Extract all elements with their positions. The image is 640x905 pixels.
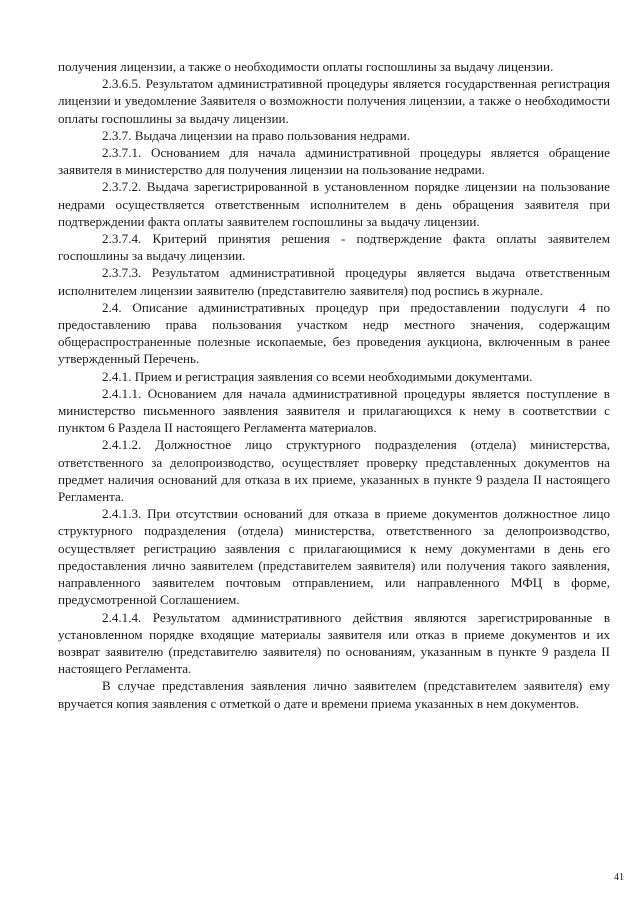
paragraph: 2.4.1.1. Основанием для начала административной процедуры является поступление в министерство письменного заявления заявителя и прилагающихся к нему в соответствии с пунктом 6 Раздела II настоящего Регламента материалов. <box>58 385 610 436</box>
paragraph: 2.4.1. Прием и регистрация заявления со всеми необходимыми документами. <box>102 368 533 384</box>
document-body <box>58 58 610 712</box>
paragraph: В случае представления заявления лично заявителем (представителем заявителя) ему вручается копия заявления с отметкой о дате и времени приема указанных в нем документов. <box>58 678 610 711</box>
paragraph: 2.4.1.4. Результатом административного действия являются зарегистрированные в установленном порядке входящие материалы заявителя или отказ в приеме документов и их возврат заявителю (представителю заявителя) по основаниям, указанным в пункте 9 раздела II настоящего Регламента. <box>58 609 610 677</box>
paragraph: 2.3.7.4. Критерий принятия решения - подтверждение факта оплаты заявителем госпошлины за выдачу лицензии. <box>58 231 610 264</box>
paragraph: 2.3.7.3. Результатом административной процедуры является выдача ответственным исполнителем лицензии заявителю (представителю заявителя) под роспись в журнале. <box>58 265 610 298</box>
paragraph: 2.3.7. Выдача лицензии на право пользования недрами. <box>102 127 410 143</box>
paragraph: 2.3.6.5. Результатом административной процедуры является государственная регистрация лицензии и уведомление Заявителя о возможности получения лицензии, а также о необходимости оплаты госпошлины за выдачу лицензии. <box>58 76 610 126</box>
paragraph: 2.4. Описание административных процедур при предоставлении подуслуги 4 по предоставлению права пользования участком недр местного значения, содержащим общераспространенные полезные ископаемые, без проведения аукциона, включенным в ранее утвержденный Перечень. <box>58 299 610 367</box>
paragraph: 2.3.7.2. Выдача зарегистрированной в установленном порядке лицензии на пользование недрами осуществляется ответственным исполнителем в день обращения заявителя при подтверждении факта оплаты заявителем госпошлины за выдачу лицензии. <box>58 179 610 229</box>
paragraph: 2.4.1.2. Должностное лицо структурного подразделения (отдела) министерства, ответственного за делопроизводство, осуществляет проверку представленных документов на предмет наличия оснований для отказа в их приеме, указанных в пункте 9 раздела II настоящего Регламента. <box>58 437 610 505</box>
page-number: 41 <box>614 872 624 883</box>
paragraph: получения лицензии, а также о необходимости оплаты госпошлины за выдачу лицензии. <box>58 59 554 74</box>
paragraph: 2.3.7.1. Основанием для начала административной процедуры является обращение заявителя в министерство для получения лицензии на пользование недрами. <box>58 145 610 178</box>
paragraph: 2.4.1.3. При отсутствии оснований для отказа в приеме документов должностное лицо структурного подразделения (отдела) министерства, ответственного за делопроизводство, осуществляет регистрацию заявления с прилагающимися к нему документами в день его предоставления лично заявителем (представителем заявителя) или получения такого заявления, направленного заявителем почтовым отправлением, или направленного МФЦ в форме, предусмотренной Соглашением. <box>58 506 610 608</box>
